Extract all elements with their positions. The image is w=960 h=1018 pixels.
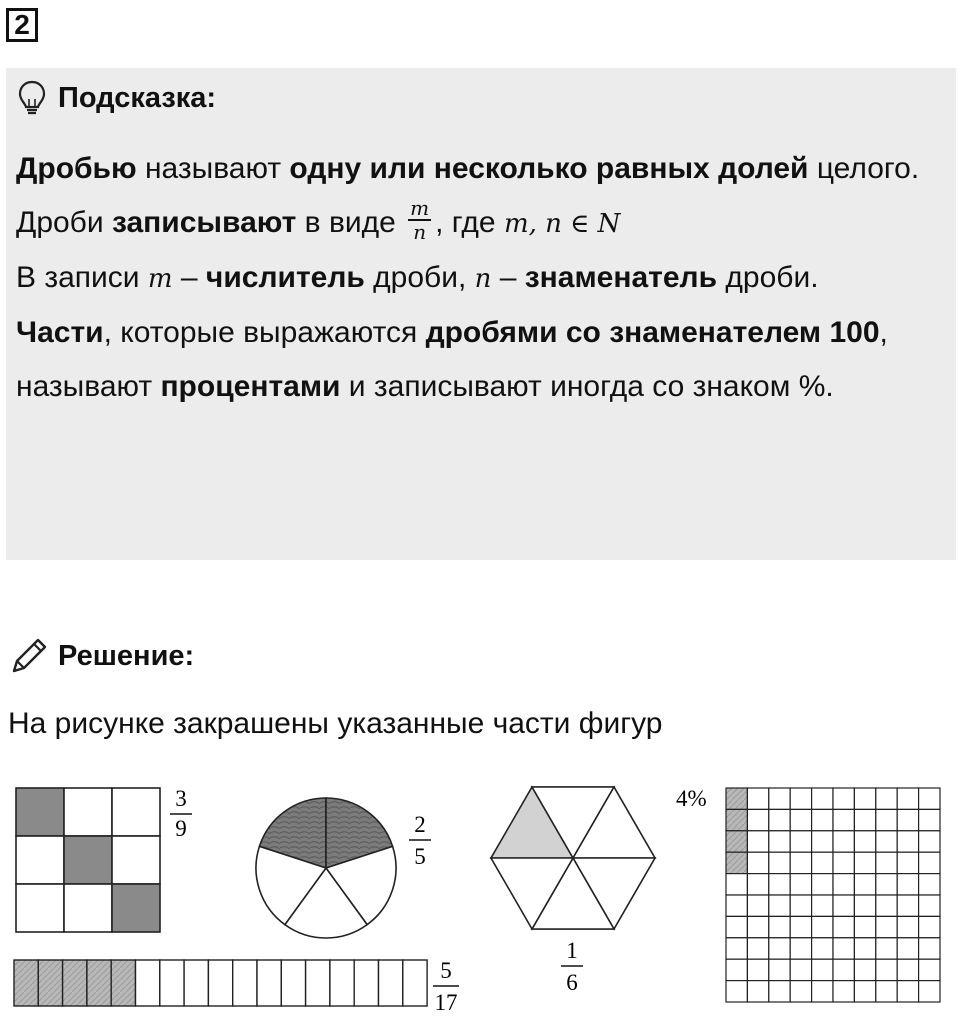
text: и записывают иногда со знаком %.	[340, 370, 834, 403]
percent-cell	[769, 788, 790, 809]
strip-cell	[63, 960, 87, 1006]
text: Дроби	[16, 206, 112, 239]
percent-cell	[747, 852, 768, 873]
grid-cell	[64, 884, 112, 932]
percent-cell	[769, 852, 790, 873]
percent-cell	[790, 874, 811, 895]
circle-figure	[256, 798, 396, 938]
fraction-numerator: 1	[566, 938, 578, 963]
percent-cell	[919, 895, 940, 916]
percent-cell	[790, 938, 811, 959]
term-written: записывают	[111, 206, 297, 239]
percent-cell	[897, 874, 918, 895]
percent-cell	[854, 831, 875, 852]
percent-cell	[790, 852, 811, 873]
math-m: m	[147, 264, 173, 294]
strip-cell	[281, 960, 305, 1006]
percent-cell	[876, 788, 897, 809]
fraction-numerator: 5	[440, 958, 452, 983]
grid-cell	[64, 836, 112, 884]
fraction-denominator: 5	[414, 844, 426, 869]
hint-paragraph-definition	[16, 142, 946, 196]
grid-cell	[16, 884, 64, 932]
strip-cell	[136, 960, 160, 1006]
text: дроби,	[364, 261, 475, 294]
strip-cell	[87, 960, 111, 1006]
task-number: 2	[6, 8, 38, 42]
text: называют	[136, 152, 290, 185]
strip-cell	[111, 960, 135, 1006]
percent-cell	[854, 938, 875, 959]
percent-cell	[919, 852, 940, 873]
percent-cell	[919, 981, 940, 1002]
fraction-5-17	[433, 958, 459, 1015]
percent-cell	[876, 938, 897, 959]
percent-cell	[919, 938, 940, 959]
percent-cell	[726, 981, 747, 1002]
percent-cell	[897, 809, 918, 830]
text: дроби.	[717, 261, 819, 294]
percent-cell	[747, 981, 768, 1002]
percent-cell	[854, 959, 875, 980]
percent-cell	[876, 831, 897, 852]
strip-figure	[14, 960, 427, 1006]
percent-cell	[747, 895, 768, 916]
percent-cell	[726, 874, 747, 895]
percent-cell	[854, 874, 875, 895]
percent-cell	[769, 809, 790, 830]
term-percent: процентами	[160, 370, 341, 403]
percent-cell	[812, 831, 833, 852]
percent-cell	[790, 916, 811, 937]
percent-cell	[769, 874, 790, 895]
percent-cell	[726, 916, 747, 937]
fraction-figures	[0, 770, 960, 1018]
strip-cell	[306, 960, 330, 1006]
grid-cell	[112, 836, 160, 884]
percent-cell	[812, 981, 833, 1002]
percent-cell	[833, 788, 854, 809]
fraction-denominator: 17	[434, 990, 458, 1015]
term-parts: Части	[16, 316, 104, 349]
percent-cell	[833, 916, 854, 937]
math-n: n	[474, 264, 492, 294]
hint-paragraph-percent	[16, 306, 946, 414]
percent-cell	[897, 831, 918, 852]
term-numerator: числитель	[205, 261, 365, 294]
strip-cell	[257, 960, 281, 1006]
percent-cell	[897, 959, 918, 980]
percent-cell	[769, 916, 790, 937]
percent-cell	[726, 852, 747, 873]
percent-cell	[769, 831, 790, 852]
percent-cell	[833, 831, 854, 852]
hexagon-figure	[491, 787, 655, 929]
percent-cell	[769, 895, 790, 916]
percent-cell	[897, 938, 918, 959]
strip-cell	[233, 960, 257, 1006]
percent-cell	[854, 981, 875, 1002]
percent-cell	[769, 938, 790, 959]
percent-cell	[790, 959, 811, 980]
percent-cell	[919, 809, 940, 830]
percent-cell	[854, 852, 875, 873]
hint-header	[16, 78, 216, 118]
fraction-numerator: 3	[175, 786, 187, 811]
percent-cell	[876, 809, 897, 830]
percent-cell	[833, 981, 854, 1002]
hint-title: Подсказка:	[58, 81, 217, 114]
strip-cell	[403, 960, 427, 1006]
term-denominator: знаменатель	[524, 261, 718, 294]
percent-cell	[747, 916, 768, 937]
strip-cell	[38, 960, 62, 1006]
fraction-m-over-n	[408, 197, 431, 243]
hint-paragraph-terms	[16, 251, 946, 306]
percent-cell	[812, 938, 833, 959]
percent-cell	[833, 852, 854, 873]
text: , где	[435, 206, 504, 239]
text: целого.	[808, 152, 920, 185]
fraction-denominator: n	[413, 220, 427, 245]
percent-cell	[833, 809, 854, 830]
percent-cell	[919, 831, 940, 852]
percent-cell	[747, 959, 768, 980]
fraction-numerator: m	[410, 196, 430, 221]
grid-3x3-figure	[16, 788, 160, 932]
percent-cell	[747, 874, 768, 895]
percent-cell	[854, 809, 875, 830]
grid-cell	[112, 788, 160, 836]
percent-cell	[812, 959, 833, 980]
strip-cell	[354, 960, 378, 1006]
strip-cell	[379, 960, 403, 1006]
term-equal-parts: одну или несколько равных долей	[289, 152, 809, 185]
text: В записи	[16, 261, 148, 294]
percent-cell	[897, 916, 918, 937]
strip-cell	[14, 960, 38, 1006]
fraction-denominator: 6	[566, 970, 578, 995]
percent-cell	[769, 981, 790, 1002]
fraction-2-5	[409, 812, 431, 869]
solution-text: На рисунке закрашены указанные части фигур	[8, 707, 663, 740]
percent-cell	[919, 874, 940, 895]
grid-cell	[64, 788, 112, 836]
percent-cell	[726, 938, 747, 959]
percent-cell	[747, 938, 768, 959]
percent-cell	[833, 895, 854, 916]
percent-cell	[854, 916, 875, 937]
percent-cell	[812, 852, 833, 873]
percent-cell	[919, 959, 940, 980]
percent-cell	[919, 916, 940, 937]
percent-cell	[876, 959, 897, 980]
percent-cell	[897, 895, 918, 916]
percent-cell	[876, 874, 897, 895]
percent-cell	[747, 788, 768, 809]
text: –	[172, 261, 206, 294]
percent-cell	[876, 895, 897, 916]
solution-title: Решение:	[58, 639, 195, 672]
fraction-denominator: 9	[175, 816, 187, 841]
percent-cell	[726, 809, 747, 830]
grid-100-figure	[726, 788, 940, 1002]
percent-cell	[812, 788, 833, 809]
percent-cell	[812, 874, 833, 895]
strip-cell	[160, 960, 184, 1006]
strip-cell	[208, 960, 232, 1006]
percent-cell	[812, 809, 833, 830]
percent-cell	[790, 809, 811, 830]
percent-cell	[897, 852, 918, 873]
strip-cell	[184, 960, 208, 1006]
percent-cell	[812, 895, 833, 916]
percent-cell	[790, 831, 811, 852]
percent-cell	[769, 959, 790, 980]
percent-cell	[726, 788, 747, 809]
solution-header	[8, 634, 194, 678]
hint-text	[16, 142, 946, 414]
text: , которые выражаются	[103, 316, 426, 349]
grid-cell	[16, 836, 64, 884]
hint-paragraph-notation	[16, 196, 946, 251]
percent-cell	[919, 788, 940, 809]
math-condition: m, n ∈ N	[503, 209, 621, 239]
percent-label: 4%	[676, 786, 707, 811]
percent-cell	[876, 981, 897, 1002]
percent-cell	[747, 831, 768, 852]
percent-cell	[726, 895, 747, 916]
grid-cell	[16, 788, 64, 836]
fraction-3-9	[170, 786, 192, 841]
percent-cell	[790, 895, 811, 916]
percent-cell	[726, 959, 747, 980]
percent-cell	[897, 788, 918, 809]
percent-cell	[833, 938, 854, 959]
percent-cell	[854, 895, 875, 916]
percent-cell	[833, 959, 854, 980]
fraction-1-6	[561, 938, 583, 995]
percent-cell	[897, 981, 918, 1002]
grid-cell	[112, 884, 160, 932]
text: –	[491, 261, 525, 294]
term-denominator-100: дробями со знаменателем 100	[425, 316, 880, 349]
percent-cell	[812, 916, 833, 937]
pencil-icon	[8, 635, 50, 677]
percent-cell	[726, 831, 747, 852]
percent-cell	[833, 874, 854, 895]
percent-cell	[790, 788, 811, 809]
term-fraction: Дробью	[16, 152, 137, 185]
percent-cell	[747, 809, 768, 830]
lightbulb-icon	[16, 79, 48, 117]
percent-cell	[854, 788, 875, 809]
fraction-numerator: 2	[414, 812, 426, 837]
text: , называют	[16, 316, 888, 403]
text: в виде	[296, 206, 405, 239]
percent-cell	[876, 852, 897, 873]
percent-cell	[876, 916, 897, 937]
percent-cell	[790, 981, 811, 1002]
strip-cell	[330, 960, 354, 1006]
